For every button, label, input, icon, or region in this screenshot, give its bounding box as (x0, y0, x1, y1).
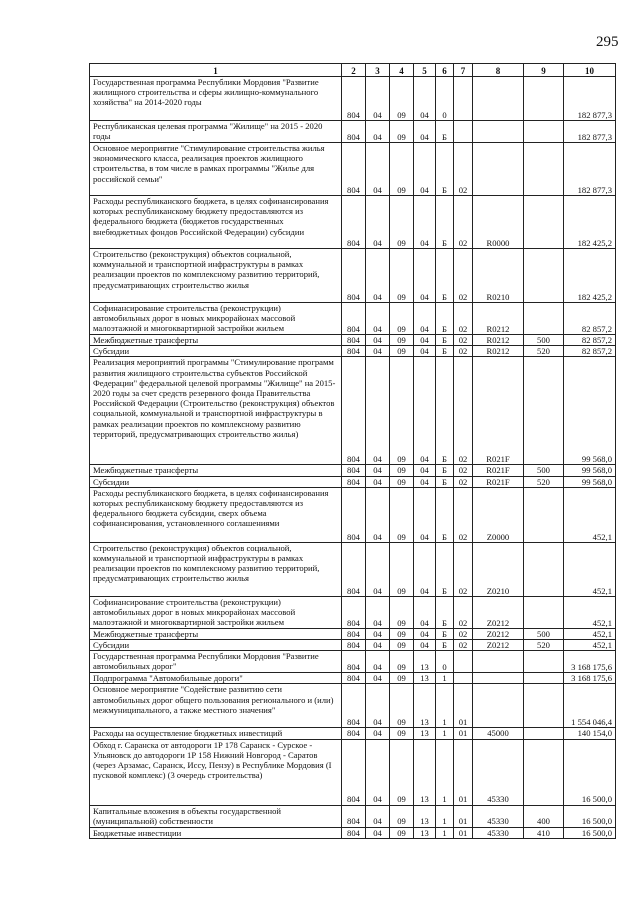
row-cell-c3: 04 (366, 640, 390, 651)
row-cell-c7 (454, 651, 473, 673)
row-cell-c7: 02 (454, 596, 473, 628)
row-cell-c6: 1 (436, 684, 454, 728)
table-row (90, 77, 616, 121)
header-cell: 10 (564, 64, 616, 77)
row-name-cell: Расходы на осуществление бюджетных инвестиций (90, 728, 342, 739)
row-cell-c5: 04 (414, 196, 436, 249)
row-name-cell: Межбюджетные трансферты (90, 335, 342, 346)
row-cell-c2: 804 (342, 465, 366, 476)
row-cell-c5: 04 (414, 465, 436, 476)
row-cell-c9 (524, 651, 564, 673)
row-cell-c6: Б (436, 357, 454, 465)
row-cell-c2: 804 (342, 651, 366, 673)
row-cell-c8: Z0000 (473, 487, 524, 542)
header-cell: 4 (390, 64, 414, 77)
table-row (90, 143, 616, 196)
row-cell-c10: 3 168 175,6 (564, 651, 616, 673)
row-cell-c10: 3 168 175,6 (564, 673, 616, 684)
row-cell-c4: 09 (390, 542, 414, 596)
table-row (90, 728, 616, 739)
row-cell-c10: 452,1 (564, 487, 616, 542)
row-cell-c5: 04 (414, 476, 436, 487)
row-cell-c3: 04 (366, 542, 390, 596)
row-cell-c2: 804 (342, 596, 366, 628)
row-cell-c4: 09 (390, 249, 414, 303)
row-cell-c3: 04 (366, 196, 390, 249)
row-cell-c7: 02 (454, 487, 473, 542)
row-cell-c10: 82 857,2 (564, 335, 616, 346)
row-name-cell: Строительство (реконструкция) объектов социальной, коммунальной и транспортной инфраструктуры в рамках реализации проектов по комплексному развитию территорий, предусматривающих строительство жилья (90, 542, 342, 596)
row-name-cell: Софинансирование строительства (реконструкции) автомобильных дорог в новых микрорайонах массовой малоэтажной и многоквартирной застройки жильем (90, 596, 342, 628)
row-name-cell: Субсидии (90, 476, 342, 487)
table-row (90, 805, 616, 827)
row-cell-c6: 1 (436, 827, 454, 838)
row-name-cell: Реализация мероприятий программы "Стимулирование программ развития жилищного строительства субъектов Российской Федерации" федеральной целевой программы "Жилище" на 2015-2020 годы за счет средств резервного фонда Правительства Российской Федерации (Строительство (реконструкция) объектов социальной, коммунальной и транспортной инфраструктуры в рамках реализации проектов по комплексному развитию территорий, предусматривающих строительство жилья) (90, 357, 342, 465)
table-row (90, 596, 616, 628)
row-cell-c4: 09 (390, 651, 414, 673)
row-cell-c9 (524, 487, 564, 542)
row-cell-c9: 400 (524, 805, 564, 827)
row-cell-c2: 804 (342, 357, 366, 465)
row-cell-c10: 82 857,2 (564, 346, 616, 357)
row-cell-c9: 500 (524, 335, 564, 346)
row-cell-c4: 09 (390, 303, 414, 335)
row-cell-c7 (454, 673, 473, 684)
row-cell-c2: 804 (342, 77, 366, 121)
row-cell-c6: Б (436, 249, 454, 303)
row-cell-c6: Б (436, 335, 454, 346)
row-cell-c4: 09 (390, 465, 414, 476)
row-cell-c3: 04 (366, 827, 390, 838)
row-name-cell: Капитальные вложения в объекты государственной (муниципальной) собственности (90, 805, 342, 827)
row-cell-c3: 04 (366, 77, 390, 121)
row-cell-c5: 04 (414, 335, 436, 346)
row-cell-c10: 1 554 046,4 (564, 684, 616, 728)
row-cell-c5: 13 (414, 805, 436, 827)
row-cell-c3: 04 (366, 346, 390, 357)
row-name-cell: Расходы республиканского бюджета, в целях софинансирования которых республиканскому бюджету предоставляются из федерального бюджета субсидии, сверх объема софинансирования, установленного соглашениями (90, 487, 342, 542)
row-name-cell: Основное мероприятие "Содействие развитию сети автомобильных дорог общего пользования регионального и (или) межмуниципального, а также местного значения" (90, 684, 342, 728)
row-cell-c9: 500 (524, 628, 564, 639)
table-row (90, 827, 616, 838)
row-cell-c7: 02 (454, 465, 473, 476)
row-cell-c3: 04 (366, 335, 390, 346)
row-name-cell: Бюджетные инвестиции (90, 827, 342, 838)
row-cell-c6: Б (436, 487, 454, 542)
row-cell-c3: 04 (366, 739, 390, 805)
header-cell: 9 (524, 64, 564, 77)
row-cell-c3: 04 (366, 303, 390, 335)
row-cell-c4: 09 (390, 827, 414, 838)
row-cell-c3: 04 (366, 121, 390, 143)
row-cell-c2: 804 (342, 628, 366, 639)
row-cell-c5: 04 (414, 357, 436, 465)
row-cell-c6: Б (436, 303, 454, 335)
row-cell-c7: 02 (454, 640, 473, 651)
row-cell-c7 (454, 77, 473, 121)
row-cell-c5: 04 (414, 487, 436, 542)
row-cell-c10: 82 857,2 (564, 303, 616, 335)
table-row (90, 487, 616, 542)
row-cell-c9 (524, 728, 564, 739)
row-cell-c2: 804 (342, 805, 366, 827)
row-cell-c2: 804 (342, 739, 366, 805)
row-cell-c5: 04 (414, 249, 436, 303)
row-cell-c2: 804 (342, 684, 366, 728)
row-cell-c7: 02 (454, 628, 473, 639)
row-cell-c8 (473, 673, 524, 684)
row-cell-c8: R0210 (473, 249, 524, 303)
row-cell-c8 (473, 143, 524, 196)
row-cell-c4: 09 (390, 143, 414, 196)
row-cell-c3: 04 (366, 249, 390, 303)
row-cell-c9: 500 (524, 465, 564, 476)
row-cell-c8: R0000 (473, 196, 524, 249)
row-cell-c2: 804 (342, 249, 366, 303)
row-cell-c5: 13 (414, 728, 436, 739)
row-cell-c9 (524, 596, 564, 628)
row-cell-c7: 01 (454, 728, 473, 739)
row-cell-c6: 1 (436, 805, 454, 827)
row-cell-c5: 04 (414, 628, 436, 639)
row-cell-c2: 804 (342, 335, 366, 346)
row-name-cell: Расходы республиканского бюджета, в целях софинансирования которых республиканскому бюджету предоставляются из федерального бюджета (бюджетов государственных внебюджетных фондов Российской Федерации) субсидии (90, 196, 342, 249)
row-cell-c3: 04 (366, 596, 390, 628)
row-cell-c8: R021F (473, 465, 524, 476)
row-cell-c5: 13 (414, 651, 436, 673)
row-cell-c6: Б (436, 196, 454, 249)
row-cell-c8: 45330 (473, 805, 524, 827)
row-cell-c3: 04 (366, 143, 390, 196)
row-cell-c2: 804 (342, 196, 366, 249)
row-cell-c10: 182 877,3 (564, 121, 616, 143)
row-cell-c2: 804 (342, 542, 366, 596)
budget-table (89, 63, 616, 839)
row-cell-c9 (524, 143, 564, 196)
row-cell-c2: 804 (342, 827, 366, 838)
row-cell-c4: 09 (390, 476, 414, 487)
row-cell-c2: 804 (342, 143, 366, 196)
row-cell-c7: 01 (454, 827, 473, 838)
row-cell-c9: 410 (524, 827, 564, 838)
page-number: 295 (596, 34, 619, 50)
row-cell-c8: 45330 (473, 739, 524, 805)
row-cell-c2: 804 (342, 303, 366, 335)
row-cell-c6: Б (436, 465, 454, 476)
row-name-cell: Обход г. Саранска от автодороги 1Р 178 Саранск - Сурское - Ульяновск до автодороги 1Р 158 Нижний Новгород - Саратов (через Арзамас, Саранск, Иссу, Пензу) в Республике Мордовия (I пусковой комплекс) (3 очередь строительства) (90, 739, 342, 805)
row-cell-c3: 04 (366, 673, 390, 684)
row-cell-c2: 804 (342, 728, 366, 739)
table-row (90, 542, 616, 596)
row-cell-c7: 02 (454, 196, 473, 249)
row-cell-c4: 09 (390, 728, 414, 739)
row-cell-c3: 04 (366, 728, 390, 739)
row-name-cell: Основное мероприятие "Стимулирование строительства жилья экономического класса, реализация проектов жилищного строительства, в том числе в рамках программы "Жилье для российской семьи" (90, 143, 342, 196)
row-name-cell: Субсидии (90, 346, 342, 357)
row-cell-c3: 04 (366, 465, 390, 476)
row-cell-c5: 04 (414, 542, 436, 596)
row-cell-c10: 182 425,2 (564, 249, 616, 303)
row-cell-c5: 13 (414, 684, 436, 728)
row-cell-c8 (473, 121, 524, 143)
row-cell-c2: 804 (342, 640, 366, 651)
row-cell-c9 (524, 673, 564, 684)
row-cell-c4: 09 (390, 596, 414, 628)
row-cell-c4: 09 (390, 77, 414, 121)
table-row (90, 465, 616, 476)
row-cell-c5: 04 (414, 121, 436, 143)
row-cell-c8 (473, 651, 524, 673)
row-cell-c2: 804 (342, 346, 366, 357)
table-row (90, 357, 616, 465)
row-cell-c8 (473, 77, 524, 121)
row-cell-c7: 02 (454, 303, 473, 335)
table-row (90, 673, 616, 684)
row-cell-c8: 45000 (473, 728, 524, 739)
row-cell-c9: 520 (524, 476, 564, 487)
row-cell-c8: R0212 (473, 303, 524, 335)
row-cell-c5: 04 (414, 596, 436, 628)
table-row (90, 121, 616, 143)
row-cell-c10: 99 568,0 (564, 476, 616, 487)
row-name-cell: Строительство (реконструкция) объектов социальной, коммунальной и транспортной инфраструктуры в рамках реализации проектов по комплексному развитию территорий, предусматривающих строительство жилья (90, 249, 342, 303)
row-cell-c4: 09 (390, 487, 414, 542)
row-cell-c8: R021F (473, 476, 524, 487)
row-cell-c4: 09 (390, 739, 414, 805)
row-cell-c4: 09 (390, 640, 414, 651)
row-cell-c4: 09 (390, 673, 414, 684)
table-row (90, 476, 616, 487)
row-cell-c3: 04 (366, 651, 390, 673)
row-cell-c7: 02 (454, 476, 473, 487)
row-cell-c9: 520 (524, 640, 564, 651)
row-cell-c7: 02 (454, 346, 473, 357)
header-cell: 8 (473, 64, 524, 77)
row-cell-c10: 182 877,3 (564, 143, 616, 196)
header-cell: 3 (366, 64, 390, 77)
row-cell-c7: 02 (454, 249, 473, 303)
row-cell-c2: 804 (342, 487, 366, 542)
row-cell-c10: 452,1 (564, 640, 616, 651)
row-cell-c9 (524, 739, 564, 805)
row-cell-c7: 02 (454, 143, 473, 196)
table-row (90, 651, 616, 673)
row-cell-c10: 452,1 (564, 628, 616, 639)
row-cell-c10: 16 500,0 (564, 739, 616, 805)
row-cell-c5: 04 (414, 143, 436, 196)
row-cell-c3: 04 (366, 487, 390, 542)
row-cell-c6: Б (436, 596, 454, 628)
row-name-cell: Государственная программа Республики Мордовия "Развитие жилищного строительства и сферы жилищно-коммунального хозяйства" на 2014-2020 годы (90, 77, 342, 121)
row-name-cell: Софинансирование строительства (реконструкции) автомобильных дорог в новых микрорайонах массовой малоэтажной и многоквартирной застройки жильем (90, 303, 342, 335)
table-row (90, 628, 616, 639)
row-cell-c3: 04 (366, 805, 390, 827)
header-cell: 1 (90, 64, 342, 77)
row-cell-c3: 04 (366, 684, 390, 728)
row-cell-c3: 04 (366, 357, 390, 465)
row-cell-c4: 09 (390, 121, 414, 143)
row-cell-c4: 09 (390, 628, 414, 639)
header-cell: 7 (454, 64, 473, 77)
row-cell-c6: 1 (436, 728, 454, 739)
row-cell-c9 (524, 357, 564, 465)
row-name-cell: Подпрограмма "Автомобильные дороги" (90, 673, 342, 684)
row-cell-c8: Z0212 (473, 640, 524, 651)
row-cell-c6: 0 (436, 77, 454, 121)
row-cell-c4: 09 (390, 196, 414, 249)
table-row (90, 640, 616, 651)
row-cell-c2: 804 (342, 673, 366, 684)
row-cell-c4: 09 (390, 805, 414, 827)
header-cell: 2 (342, 64, 366, 77)
row-cell-c5: 04 (414, 346, 436, 357)
table-row (90, 249, 616, 303)
row-name-cell: Межбюджетные трансферты (90, 628, 342, 639)
table-row (90, 196, 616, 249)
row-name-cell: Республиканская целевая программа "Жилище" на 2015 - 2020 годы (90, 121, 342, 143)
row-cell-c7: 01 (454, 684, 473, 728)
row-cell-c6: 0 (436, 651, 454, 673)
row-cell-c4: 09 (390, 357, 414, 465)
row-cell-c7: 02 (454, 357, 473, 465)
row-cell-c8: 45330 (473, 827, 524, 838)
header-row (90, 64, 616, 77)
row-name-cell: Межбюджетные трансферты (90, 465, 342, 476)
row-cell-c9 (524, 196, 564, 249)
row-cell-c9 (524, 249, 564, 303)
row-cell-c9: 520 (524, 346, 564, 357)
header-cell: 6 (436, 64, 454, 77)
row-cell-c6: 1 (436, 673, 454, 684)
row-cell-c5: 04 (414, 640, 436, 651)
row-cell-c10: 182 425,2 (564, 196, 616, 249)
row-name-cell: Субсидии (90, 640, 342, 651)
row-cell-c6: 1 (436, 739, 454, 805)
row-cell-c7: 01 (454, 739, 473, 805)
table-row (90, 684, 616, 728)
row-cell-c6: Б (436, 121, 454, 143)
row-cell-c10: 16 500,0 (564, 827, 616, 838)
row-cell-c9 (524, 303, 564, 335)
row-cell-c8: R0212 (473, 346, 524, 357)
row-cell-c6: Б (436, 628, 454, 639)
row-cell-c10: 99 568,0 (564, 465, 616, 476)
row-cell-c7 (454, 121, 473, 143)
table-row (90, 303, 616, 335)
row-cell-c4: 09 (390, 335, 414, 346)
row-cell-c2: 804 (342, 476, 366, 487)
row-cell-c5: 13 (414, 827, 436, 838)
table-row (90, 739, 616, 805)
row-cell-c6: Б (436, 640, 454, 651)
row-cell-c10: 452,1 (564, 596, 616, 628)
row-cell-c10: 99 568,0 (564, 357, 616, 465)
row-cell-c8: Z0210 (473, 542, 524, 596)
header-cell: 5 (414, 64, 436, 77)
row-cell-c6: Б (436, 542, 454, 596)
row-name-cell: Государственная программа Республики Мордовия "Развитие автомобильных дорог" (90, 651, 342, 673)
row-cell-c8: R021F (473, 357, 524, 465)
row-cell-c4: 09 (390, 684, 414, 728)
row-cell-c5: 13 (414, 739, 436, 805)
row-cell-c7: 01 (454, 805, 473, 827)
row-cell-c2: 804 (342, 121, 366, 143)
row-cell-c3: 04 (366, 628, 390, 639)
row-cell-c10: 140 154,0 (564, 728, 616, 739)
row-cell-c7: 02 (454, 335, 473, 346)
row-cell-c9 (524, 542, 564, 596)
row-cell-c10: 452,1 (564, 542, 616, 596)
row-cell-c10: 182 877,3 (564, 77, 616, 121)
table-row (90, 335, 616, 346)
row-cell-c5: 04 (414, 303, 436, 335)
row-cell-c8: Z0212 (473, 596, 524, 628)
row-cell-c7: 02 (454, 542, 473, 596)
row-cell-c6: Б (436, 476, 454, 487)
row-cell-c9 (524, 684, 564, 728)
row-cell-c8: Z0212 (473, 628, 524, 639)
row-cell-c6: Б (436, 346, 454, 357)
row-cell-c5: 04 (414, 77, 436, 121)
row-cell-c3: 04 (366, 476, 390, 487)
row-cell-c9 (524, 77, 564, 121)
row-cell-c10: 16 500,0 (564, 805, 616, 827)
row-cell-c8 (473, 684, 524, 728)
row-cell-c4: 09 (390, 346, 414, 357)
row-cell-c8: R0212 (473, 335, 524, 346)
row-cell-c5: 13 (414, 673, 436, 684)
table-row (90, 346, 616, 357)
row-cell-c6: Б (436, 143, 454, 196)
row-cell-c9 (524, 121, 564, 143)
